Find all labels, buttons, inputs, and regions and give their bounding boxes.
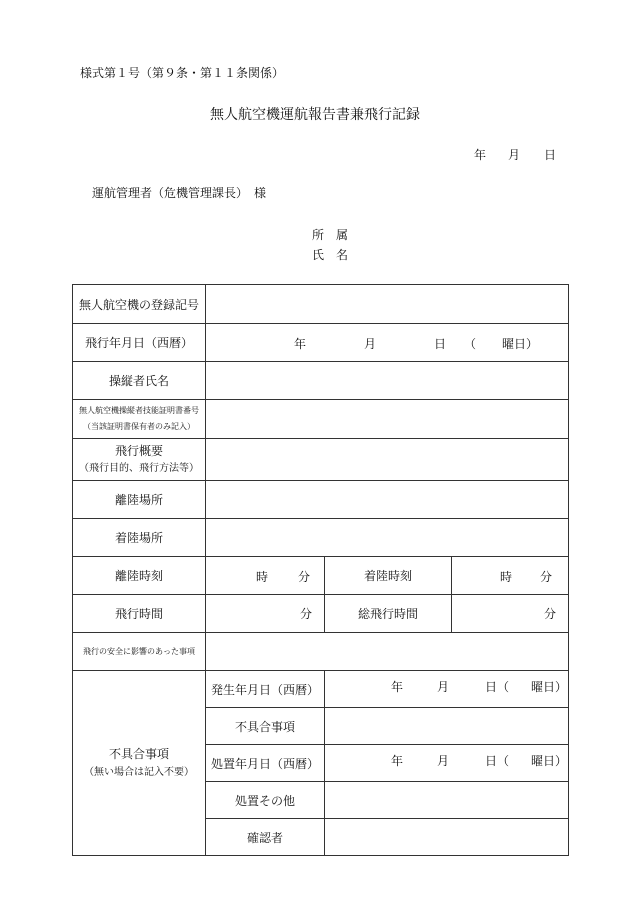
action-date-label: 処置年月日（西暦）: [206, 745, 325, 782]
form-number: 様式第１号（第９条・第１１条関係）: [80, 66, 285, 80]
occurrence-month-unit: 月: [437, 680, 450, 694]
malfunction-item-label: 不具合事項: [206, 708, 325, 745]
action-year-unit: 年: [391, 754, 404, 768]
landing-place-label: 着陸場所: [73, 519, 206, 557]
confirmer-field[interactable]: [325, 819, 569, 856]
license-number-label: [73, 400, 206, 439]
name-label: 氏 名: [312, 248, 349, 262]
takeoff-hour-unit: 時: [256, 570, 269, 584]
flight-date-weekday: 曜日）: [502, 337, 539, 351]
occurrence-year-unit: 年: [391, 680, 404, 694]
flight-duration-minute-unit: 分: [299, 607, 312, 621]
malfunction-label-line1: 不具合事項: [108, 747, 169, 761]
flight-summary-label-line1: 飛行概要: [114, 443, 163, 458]
operator-name-field[interactable]: [206, 362, 569, 400]
occurrence-date-field[interactable]: [325, 671, 569, 708]
action-date-field[interactable]: [325, 745, 569, 782]
registration-number-field[interactable]: [206, 285, 569, 324]
action-weekday: 曜日）: [531, 754, 568, 768]
flight-duration-label: 飛行時間: [73, 595, 206, 633]
flight-date-field[interactable]: [206, 324, 569, 362]
table-row: [73, 595, 569, 633]
flight-date-year: 年: [294, 337, 307, 351]
license-number-field[interactable]: [206, 400, 569, 439]
flight-summary-label: [73, 439, 206, 481]
flight-date-day: 日: [434, 337, 447, 351]
malfunction-item-field[interactable]: [325, 708, 569, 745]
flight-summary-label-line2: （飛行目的、飛行方法等）: [79, 462, 199, 474]
date-year-label: 年: [474, 148, 487, 162]
date-month-label: 月: [508, 148, 521, 162]
action-day-paren: 日（: [485, 754, 510, 768]
flight-date-month: 月: [364, 337, 377, 351]
addressee: 運航管理者（危機管理課長） 様: [92, 186, 267, 200]
takeoff-time-field[interactable]: [206, 557, 325, 595]
flight-date-label: 飛行年月日（西暦）: [73, 324, 206, 362]
table-row: [73, 285, 569, 324]
total-flight-duration-label: 総飛行時間: [325, 595, 452, 633]
malfunction-label-line2: （無い場合は記入不要）: [84, 767, 194, 778]
operator-name-label: 操縦者氏名: [73, 362, 206, 400]
action-month-unit: 月: [437, 754, 450, 768]
takeoff-place-field[interactable]: [206, 481, 569, 519]
table-row: [73, 557, 569, 595]
document-title: 無人航空機運航報告書兼飛行記録: [210, 107, 420, 123]
takeoff-place-label: 離陸場所: [73, 481, 206, 519]
landing-time-label: 着陸時刻: [325, 557, 452, 595]
action-other-field[interactable]: [325, 782, 569, 819]
table-row: [73, 324, 569, 362]
malfunction-label: [73, 671, 206, 856]
table-row: [73, 519, 569, 557]
occurrence-date-label: 発生年月日（西暦）: [206, 671, 325, 708]
license-number-label-line2: （当該証明書保有者のみ記入）: [83, 422, 195, 431]
confirmer-label: 確認者: [206, 819, 325, 856]
license-number-label-line1: 無人航空機操縦者技能証明書番号: [79, 406, 199, 415]
date-day-label: 日: [544, 148, 557, 162]
table-row: [73, 671, 569, 708]
flight-record-table: [72, 284, 569, 856]
table-row: [73, 481, 569, 519]
safety-events-field[interactable]: [206, 633, 569, 671]
takeoff-time-label: 離陸時刻: [73, 557, 206, 595]
flight-duration-field[interactable]: [206, 595, 325, 633]
takeoff-minute-unit: 分: [298, 570, 311, 584]
flight-summary-field[interactable]: [206, 439, 569, 481]
table-row: [73, 633, 569, 671]
registration-number-label: 無人航空機の登録記号: [73, 285, 206, 324]
action-other-label: 処置その他: [206, 782, 325, 819]
table-row: [73, 439, 569, 481]
landing-time-field[interactable]: [452, 557, 569, 595]
flight-date-paren: （: [464, 337, 477, 351]
affiliation-label: 所 属: [312, 228, 349, 242]
total-duration-minute-unit: 分: [544, 607, 557, 621]
landing-hour-unit: 時: [500, 570, 513, 584]
occurrence-weekday: 曜日）: [531, 680, 568, 694]
total-flight-duration-field[interactable]: [452, 595, 569, 633]
occurrence-day-paren: 日（: [485, 680, 510, 694]
table-row: [73, 362, 569, 400]
landing-minute-unit: 分: [540, 570, 553, 584]
table-row: [73, 400, 569, 439]
landing-place-field[interactable]: [206, 519, 569, 557]
safety-events-label: 飛行の安全に影響のあった事項: [73, 633, 206, 671]
